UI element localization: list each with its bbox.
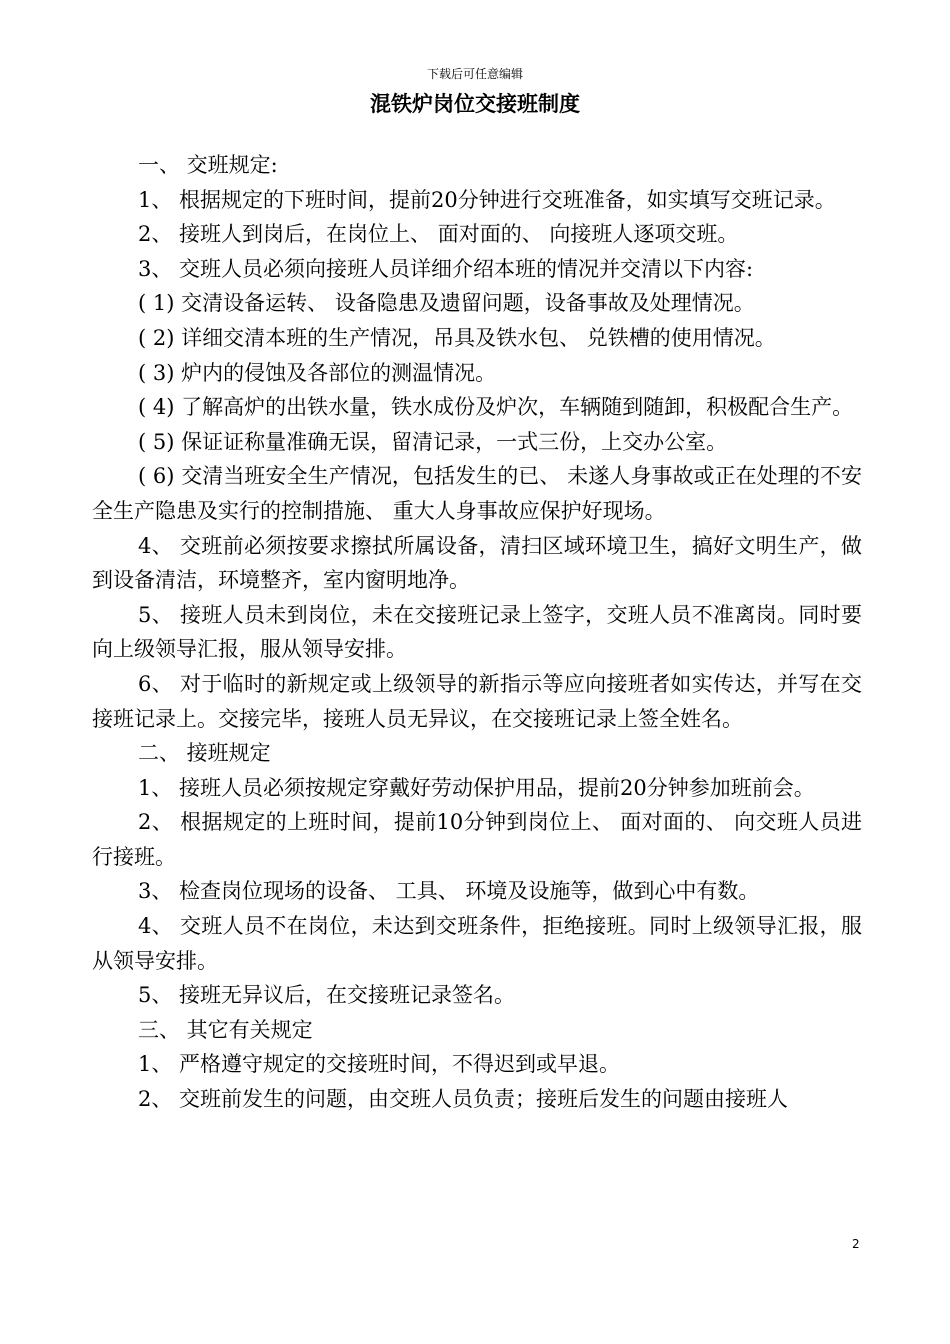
paragraph: ( 1) 交清设备运转、 设备隐患及遗留问题，设备事故及处理情况。 <box>138 291 755 316</box>
paragraph: 3、 交班人员必须向接班人员详细介绍本班的情况并交清以下内容: <box>138 256 754 281</box>
section-heading-takeover: 二、 接班规定 <box>138 741 271 766</box>
paragraph: 4、 交班前必须按要求擦拭所属设备，清扫区域环境卫生，搞好文明生产，做到设备清洁，环境整齐，室内窗明地净。 <box>92 533 862 593</box>
paragraph: ( 4) 了解高炉的出铁水量，铁水成份及炉次，车辆随到随卸，积极配合生产。 <box>138 395 854 420</box>
paragraph: 1、 接班人员必须按规定穿戴好劳动保护用品，提前20分钟参加班前会。 <box>138 775 815 800</box>
paragraph: 2、 根据规定的上班时间，提前10分钟到岗位上、 面对面的、 向交班人员进行接班。 <box>92 810 862 869</box>
paragraph: 3、 检查岗位现场的设备、 工具、 环境及设施等，做到心中有数。 <box>138 879 760 904</box>
paragraph: 6、 对于临时的新规定或上级领导的新指示等应向接班者如实传达，并写在交接班记录上。交接完毕，接班人员无异议，在交接班记录上签全姓名。 <box>92 671 862 731</box>
paragraph: 4、 交班人员不在岗位，未达到交班条件，拒绝接班。同时上级领导汇报，服从领导安排。 <box>92 914 862 973</box>
paragraph: ( 5) 保证证称量准确无误，留清记录，一式三份，上交办公室。 <box>138 429 728 454</box>
paragraph: 1、 根据规定的下班时间，提前20分钟进行交班准备，如实填写交班记录。 <box>138 187 836 212</box>
paragraph: ( 3) 炉内的侵蚀及各部位的测温情况。 <box>138 360 497 385</box>
header-note: 下载后可任意编辑 <box>426 67 523 81</box>
paragraph: 5、 接班人员未到岗位，未在交接班记录上签字，交班人员不准离岗。同时要向上级领导汇报，服从领导安排。 <box>92 602 862 662</box>
paragraph: ( 2) 详细交清本班的生产情况，吊具及铁水包、 兑铁槽的使用情况。 <box>138 325 776 350</box>
section-heading-handover: 一、 交班规定: <box>138 153 278 177</box>
section-heading-other: 三、 其它有关规定 <box>138 1017 313 1042</box>
paragraph: 1、 严格遵守规定的交接班时间，不得迟到或早退。 <box>138 1052 621 1077</box>
paragraph: 5、 接班无异议后，在交接班记录签名。 <box>138 983 516 1008</box>
paragraph: ( 6) 交清当班安全生产情况，包括发生的已、 未遂人身事故或正在处理的不安全生产隐患及实行的控制措施、 重大人身事故应保护好现场。 <box>92 464 862 523</box>
page-number: 2 <box>852 1237 860 1251</box>
document-title: 混铁炉岗位交接班制度 <box>370 92 580 116</box>
paragraph: 2、 接班人到岗后，在岗位上、 面对面的、 向接班人逐项交班。 <box>138 222 739 247</box>
document-body <box>92 148 862 1117</box>
paragraph: 2、 交班前发生的问题，由交班人员负责；接班后发生的问题由接班人 <box>138 1087 789 1112</box>
